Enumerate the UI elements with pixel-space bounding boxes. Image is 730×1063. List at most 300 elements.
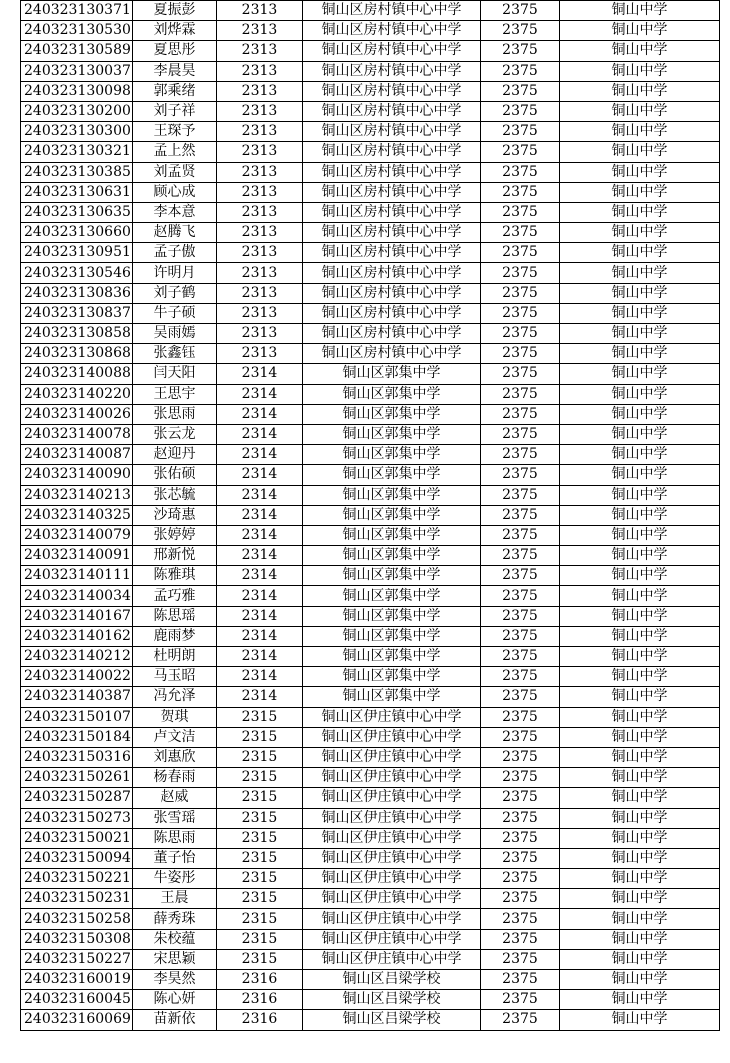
school-name-cell: 铜山区伊庄镇中心中学	[303, 747, 481, 767]
table-row	[21, 606, 720, 626]
school-code-cell: 2313	[217, 142, 303, 162]
admit-school-cell: 铜山中学	[560, 182, 720, 202]
admit-school-cell: 铜山中学	[560, 303, 720, 323]
student-id-cell: 240323140220	[21, 384, 133, 404]
table-row	[21, 122, 720, 142]
school-name-cell: 铜山区郭集中学	[303, 606, 481, 626]
table-row	[21, 344, 720, 364]
student-name-cell: 王琛予	[133, 122, 217, 142]
admit-code-cell: 2375	[481, 889, 560, 909]
school-name-cell: 铜山区伊庄镇中心中学	[303, 808, 481, 828]
student-name-cell: 贺琪	[133, 707, 217, 727]
school-code-cell: 2314	[217, 364, 303, 384]
student-name-cell: 张鑫钰	[133, 344, 217, 364]
table-row	[21, 263, 720, 283]
school-name-cell: 铜山区房村镇中心中学	[303, 263, 481, 283]
school-name-cell: 铜山区伊庄镇中心中学	[303, 768, 481, 788]
admit-school-cell: 铜山中学	[560, 848, 720, 868]
table-row	[21, 243, 720, 263]
table-row	[21, 81, 720, 101]
admit-code-cell: 2375	[481, 1010, 560, 1030]
school-code-cell: 2315	[217, 747, 303, 767]
student-id-cell: 240323130385	[21, 162, 133, 182]
student-id-cell: 240323130300	[21, 122, 133, 142]
school-code-cell: 2313	[217, 263, 303, 283]
student-name-cell: 苗新依	[133, 1010, 217, 1030]
student-id-cell: 240323150261	[21, 768, 133, 788]
admit-school-cell: 铜山中学	[560, 909, 720, 929]
table-row	[21, 727, 720, 747]
school-name-cell: 铜山区房村镇中心中学	[303, 283, 481, 303]
student-id-cell: 240323140026	[21, 404, 133, 424]
student-id-cell: 240323140090	[21, 465, 133, 485]
admit-code-cell: 2375	[481, 707, 560, 727]
admit-school-cell: 铜山中学	[560, 949, 720, 969]
student-id-cell: 240323130631	[21, 182, 133, 202]
school-name-cell: 铜山区郭集中学	[303, 424, 481, 444]
admit-school-cell: 铜山中学	[560, 929, 720, 949]
school-code-cell: 2313	[217, 182, 303, 202]
student-id-cell: 240323130037	[21, 61, 133, 81]
school-code-cell: 2314	[217, 465, 303, 485]
school-code-cell: 2313	[217, 21, 303, 41]
school-code-cell: 2314	[217, 546, 303, 566]
admit-school-cell: 铜山中学	[560, 626, 720, 646]
admit-school-cell: 铜山中学	[560, 283, 720, 303]
admit-school-cell: 铜山中学	[560, 223, 720, 243]
admit-code-cell: 2375	[481, 202, 560, 222]
admit-school-cell: 铜山中学	[560, 687, 720, 707]
school-code-cell: 2313	[217, 101, 303, 121]
student-name-cell: 刘子鹤	[133, 283, 217, 303]
student-name-cell: 郭乘绪	[133, 81, 217, 101]
school-code-cell: 2314	[217, 485, 303, 505]
table-row	[21, 223, 720, 243]
admit-code-cell: 2375	[481, 808, 560, 828]
school-code-cell: 2314	[217, 505, 303, 525]
student-name-cell: 许明月	[133, 263, 217, 283]
student-name-cell: 夏振彭	[133, 1, 217, 21]
admit-code-cell: 2375	[481, 344, 560, 364]
school-code-cell: 2313	[217, 344, 303, 364]
table-row	[21, 828, 720, 848]
admit-code-cell: 2375	[481, 1, 560, 21]
table-row	[21, 61, 720, 81]
school-name-cell: 铜山区郭集中学	[303, 465, 481, 485]
school-name-cell: 铜山区房村镇中心中学	[303, 61, 481, 81]
student-id-cell: 240323150094	[21, 848, 133, 868]
admit-code-cell: 2375	[481, 142, 560, 162]
student-id-cell: 240323160045	[21, 990, 133, 1010]
school-name-cell: 铜山区房村镇中心中学	[303, 162, 481, 182]
school-code-cell: 2314	[217, 384, 303, 404]
admit-code-cell: 2375	[481, 303, 560, 323]
table-row	[21, 929, 720, 949]
table-row	[21, 586, 720, 606]
school-code-cell: 2313	[217, 41, 303, 61]
admit-school-cell: 铜山中学	[560, 1010, 720, 1030]
admit-school-cell: 铜山中学	[560, 404, 720, 424]
table-row	[21, 41, 720, 61]
student-name-cell: 夏思彤	[133, 41, 217, 61]
school-code-cell: 2316	[217, 970, 303, 990]
table-row	[21, 142, 720, 162]
student-name-cell: 张雪瑶	[133, 808, 217, 828]
school-code-cell: 2315	[217, 808, 303, 828]
admit-school-cell: 铜山中学	[560, 122, 720, 142]
student-name-cell: 李本意	[133, 202, 217, 222]
school-code-cell: 2315	[217, 909, 303, 929]
student-id-cell: 240323150227	[21, 949, 133, 969]
admit-school-cell: 铜山中学	[560, 990, 720, 1010]
student-id-cell: 240323130635	[21, 202, 133, 222]
student-name-cell: 王思宇	[133, 384, 217, 404]
student-id-cell: 240323140111	[21, 566, 133, 586]
student-name-cell: 牛子硕	[133, 303, 217, 323]
student-id-cell: 240323150231	[21, 889, 133, 909]
student-name-cell: 赵迎丹	[133, 445, 217, 465]
school-code-cell: 2316	[217, 1010, 303, 1030]
admit-code-cell: 2375	[481, 41, 560, 61]
school-name-cell: 铜山区伊庄镇中心中学	[303, 707, 481, 727]
admit-code-cell: 2375	[481, 687, 560, 707]
table-row	[21, 364, 720, 384]
admit-school-cell: 铜山中学	[560, 566, 720, 586]
student-name-cell: 李晨昊	[133, 61, 217, 81]
admit-code-cell: 2375	[481, 525, 560, 545]
table-row	[21, 283, 720, 303]
student-id-cell: 240323150107	[21, 707, 133, 727]
student-name-cell: 张思雨	[133, 404, 217, 424]
admit-school-cell: 铜山中学	[560, 465, 720, 485]
school-name-cell: 铜山区郭集中学	[303, 687, 481, 707]
admit-code-cell: 2375	[481, 61, 560, 81]
admit-school-cell: 铜山中学	[560, 445, 720, 465]
admit-code-cell: 2375	[481, 909, 560, 929]
student-id-cell: 240323130371	[21, 1, 133, 21]
student-name-cell: 张云龙	[133, 424, 217, 444]
school-code-cell: 2313	[217, 122, 303, 142]
school-code-cell: 2314	[217, 606, 303, 626]
school-name-cell: 铜山区郭集中学	[303, 566, 481, 586]
school-name-cell: 铜山区郭集中学	[303, 384, 481, 404]
admit-code-cell: 2375	[481, 768, 560, 788]
student-name-cell: 刘子祥	[133, 101, 217, 121]
school-code-cell: 2313	[217, 223, 303, 243]
admit-school-cell: 铜山中学	[560, 667, 720, 687]
admit-code-cell: 2375	[481, 485, 560, 505]
admit-code-cell: 2375	[481, 263, 560, 283]
student-name-cell: 杨春雨	[133, 768, 217, 788]
admit-school-cell: 铜山中学	[560, 243, 720, 263]
admit-school-cell: 铜山中学	[560, 970, 720, 990]
table-row	[21, 162, 720, 182]
table-row	[21, 202, 720, 222]
table-row	[21, 990, 720, 1010]
admit-code-cell: 2375	[481, 445, 560, 465]
student-id-cell: 240323130098	[21, 81, 133, 101]
school-code-cell: 2313	[217, 1, 303, 21]
admit-school-cell: 铜山中学	[560, 768, 720, 788]
school-name-cell: 铜山区房村镇中心中学	[303, 101, 481, 121]
school-name-cell: 铜山区郭集中学	[303, 445, 481, 465]
student-id-cell: 240323140087	[21, 445, 133, 465]
admit-code-cell: 2375	[481, 505, 560, 525]
table-row	[21, 626, 720, 646]
admit-code-cell: 2375	[481, 21, 560, 41]
school-code-cell: 2314	[217, 404, 303, 424]
admit-school-cell: 铜山中学	[560, 606, 720, 626]
school-code-cell: 2313	[217, 202, 303, 222]
school-code-cell: 2314	[217, 647, 303, 667]
admit-code-cell: 2375	[481, 869, 560, 889]
table-row	[21, 546, 720, 566]
student-id-cell: 240323140078	[21, 424, 133, 444]
admit-school-cell: 铜山中学	[560, 324, 720, 344]
school-code-cell: 2313	[217, 81, 303, 101]
admit-code-cell: 2375	[481, 848, 560, 868]
school-name-cell: 铜山区郭集中学	[303, 647, 481, 667]
admit-school-cell: 铜山中学	[560, 546, 720, 566]
admission-table	[20, 0, 720, 1031]
table-row	[21, 788, 720, 808]
school-name-cell: 铜山区伊庄镇中心中学	[303, 949, 481, 969]
school-code-cell: 2315	[217, 768, 303, 788]
student-name-cell: 马玉昭	[133, 667, 217, 687]
student-name-cell: 刘烨霖	[133, 21, 217, 41]
table-row	[21, 1, 720, 21]
admit-school-cell: 铜山中学	[560, 707, 720, 727]
student-id-cell: 240323150258	[21, 909, 133, 929]
student-name-cell: 沙琦惠	[133, 505, 217, 525]
student-name-cell: 张婷婷	[133, 525, 217, 545]
school-name-cell: 铜山区吕梁学校	[303, 1010, 481, 1030]
admit-code-cell: 2375	[481, 667, 560, 687]
student-id-cell: 240323150184	[21, 727, 133, 747]
admit-code-cell: 2375	[481, 223, 560, 243]
school-code-cell: 2315	[217, 828, 303, 848]
school-code-cell: 2314	[217, 626, 303, 646]
school-name-cell: 铜山区房村镇中心中学	[303, 303, 481, 323]
admit-school-cell: 铜山中学	[560, 788, 720, 808]
student-name-cell: 闫天阳	[133, 364, 217, 384]
admit-code-cell: 2375	[481, 182, 560, 202]
school-code-cell: 2315	[217, 949, 303, 969]
student-name-cell: 陈思瑶	[133, 606, 217, 626]
admit-code-cell: 2375	[481, 424, 560, 444]
admit-code-cell: 2375	[481, 828, 560, 848]
school-code-cell: 2315	[217, 707, 303, 727]
school-name-cell: 铜山区伊庄镇中心中学	[303, 929, 481, 949]
school-name-cell: 铜山区吕梁学校	[303, 990, 481, 1010]
student-id-cell: 240323130546	[21, 263, 133, 283]
school-code-cell: 2313	[217, 61, 303, 81]
student-name-cell: 王晨	[133, 889, 217, 909]
admit-code-cell: 2375	[481, 546, 560, 566]
school-name-cell: 铜山区郭集中学	[303, 586, 481, 606]
student-name-cell: 陈心妍	[133, 990, 217, 1010]
admit-school-cell: 铜山中学	[560, 525, 720, 545]
school-name-cell: 铜山区郭集中学	[303, 667, 481, 687]
table-row	[21, 465, 720, 485]
table-row	[21, 101, 720, 121]
school-name-cell: 铜山区房村镇中心中学	[303, 122, 481, 142]
table-row	[21, 424, 720, 444]
student-id-cell: 240323140213	[21, 485, 133, 505]
school-name-cell: 铜山区伊庄镇中心中学	[303, 869, 481, 889]
admit-school-cell: 铜山中学	[560, 869, 720, 889]
admit-code-cell: 2375	[481, 324, 560, 344]
school-code-cell: 2313	[217, 162, 303, 182]
admit-school-cell: 铜山中学	[560, 485, 720, 505]
admit-school-cell: 铜山中学	[560, 263, 720, 283]
admit-school-cell: 铜山中学	[560, 21, 720, 41]
student-id-cell: 240323160019	[21, 970, 133, 990]
student-name-cell: 陈雅琪	[133, 566, 217, 586]
admit-code-cell: 2375	[481, 949, 560, 969]
table-row	[21, 445, 720, 465]
student-id-cell: 240323150221	[21, 869, 133, 889]
school-code-cell: 2315	[217, 929, 303, 949]
admit-school-cell: 铜山中学	[560, 142, 720, 162]
student-id-cell: 240323140325	[21, 505, 133, 525]
school-name-cell: 铜山区房村镇中心中学	[303, 324, 481, 344]
table-row	[21, 566, 720, 586]
student-id-cell: 240323150308	[21, 929, 133, 949]
table-row	[21, 1010, 720, 1030]
admit-school-cell: 铜山中学	[560, 586, 720, 606]
admit-school-cell: 铜山中学	[560, 162, 720, 182]
student-id-cell: 240323140079	[21, 525, 133, 545]
admit-code-cell: 2375	[481, 162, 560, 182]
admit-school-cell: 铜山中学	[560, 1, 720, 21]
admit-school-cell: 铜山中学	[560, 808, 720, 828]
school-name-cell: 铜山区郭集中学	[303, 525, 481, 545]
student-name-cell: 董子怡	[133, 848, 217, 868]
school-code-cell: 2315	[217, 727, 303, 747]
admit-school-cell: 铜山中学	[560, 505, 720, 525]
table-row	[21, 687, 720, 707]
admit-code-cell: 2375	[481, 990, 560, 1010]
student-id-cell: 240323140034	[21, 586, 133, 606]
school-code-cell: 2314	[217, 687, 303, 707]
school-code-cell: 2313	[217, 324, 303, 344]
table-row	[21, 303, 720, 323]
admit-code-cell: 2375	[481, 384, 560, 404]
admit-school-cell: 铜山中学	[560, 344, 720, 364]
admit-school-cell: 铜山中学	[560, 61, 720, 81]
school-name-cell: 铜山区房村镇中心中学	[303, 142, 481, 162]
admit-school-cell: 铜山中学	[560, 647, 720, 667]
school-name-cell: 铜山区伊庄镇中心中学	[303, 727, 481, 747]
table-row	[21, 869, 720, 889]
school-name-cell: 铜山区郭集中学	[303, 485, 481, 505]
admit-code-cell: 2375	[481, 788, 560, 808]
school-name-cell: 铜山区房村镇中心中学	[303, 21, 481, 41]
admit-school-cell: 铜山中学	[560, 828, 720, 848]
school-code-cell: 2313	[217, 303, 303, 323]
table-row	[21, 949, 720, 969]
student-name-cell: 孟巧雅	[133, 586, 217, 606]
school-code-cell: 2314	[217, 566, 303, 586]
table-row	[21, 485, 720, 505]
school-name-cell: 铜山区吕梁学校	[303, 970, 481, 990]
table-row	[21, 970, 720, 990]
student-name-cell: 鹿雨梦	[133, 626, 217, 646]
school-code-cell: 2313	[217, 283, 303, 303]
school-name-cell: 铜山区房村镇中心中学	[303, 1, 481, 21]
table-row	[21, 848, 720, 868]
student-name-cell: 李昊然	[133, 970, 217, 990]
admit-school-cell: 铜山中学	[560, 384, 720, 404]
table-row	[21, 667, 720, 687]
admit-code-cell: 2375	[481, 929, 560, 949]
student-id-cell: 240323130321	[21, 142, 133, 162]
admit-school-cell: 铜山中学	[560, 101, 720, 121]
school-name-cell: 铜山区伊庄镇中心中学	[303, 828, 481, 848]
admit-code-cell: 2375	[481, 101, 560, 121]
school-name-cell: 铜山区房村镇中心中学	[303, 81, 481, 101]
table-body	[21, 1, 720, 1031]
student-id-cell: 240323130837	[21, 303, 133, 323]
student-name-cell: 牛姿彤	[133, 869, 217, 889]
student-id-cell: 240323130660	[21, 223, 133, 243]
admit-school-cell: 铜山中学	[560, 364, 720, 384]
student-name-cell: 张芯毓	[133, 485, 217, 505]
student-name-cell: 张佑硕	[133, 465, 217, 485]
table-row	[21, 525, 720, 545]
school-name-cell: 铜山区伊庄镇中心中学	[303, 889, 481, 909]
student-name-cell: 孟子傲	[133, 243, 217, 263]
table-row	[21, 384, 720, 404]
student-name-cell: 刘惠欣	[133, 747, 217, 767]
school-name-cell: 铜山区伊庄镇中心中学	[303, 848, 481, 868]
admit-school-cell: 铜山中学	[560, 81, 720, 101]
student-name-cell: 冯允泽	[133, 687, 217, 707]
admit-code-cell: 2375	[481, 970, 560, 990]
student-id-cell: 240323130589	[21, 41, 133, 61]
admit-code-cell: 2375	[481, 283, 560, 303]
admit-school-cell: 铜山中学	[560, 202, 720, 222]
student-name-cell: 顾心成	[133, 182, 217, 202]
student-name-cell: 卢文洁	[133, 727, 217, 747]
school-name-cell: 铜山区郭集中学	[303, 546, 481, 566]
table-row	[21, 182, 720, 202]
table-row	[21, 21, 720, 41]
admit-code-cell: 2375	[481, 404, 560, 424]
student-id-cell: 240323130951	[21, 243, 133, 263]
admit-code-cell: 2375	[481, 566, 560, 586]
student-id-cell: 240323130530	[21, 21, 133, 41]
school-code-cell: 2315	[217, 869, 303, 889]
table-row	[21, 889, 720, 909]
admit-code-cell: 2375	[481, 122, 560, 142]
table-row	[21, 647, 720, 667]
school-code-cell: 2314	[217, 586, 303, 606]
admit-code-cell: 2375	[481, 81, 560, 101]
admit-code-cell: 2375	[481, 364, 560, 384]
school-code-cell: 2313	[217, 243, 303, 263]
admit-code-cell: 2375	[481, 606, 560, 626]
school-code-cell: 2315	[217, 889, 303, 909]
school-name-cell: 铜山区郭集中学	[303, 626, 481, 646]
student-id-cell: 240323150021	[21, 828, 133, 848]
student-name-cell: 赵腾飞	[133, 223, 217, 243]
student-id-cell: 240323140387	[21, 687, 133, 707]
student-name-cell: 宋思颖	[133, 949, 217, 969]
student-name-cell: 赵威	[133, 788, 217, 808]
school-name-cell: 铜山区房村镇中心中学	[303, 41, 481, 61]
